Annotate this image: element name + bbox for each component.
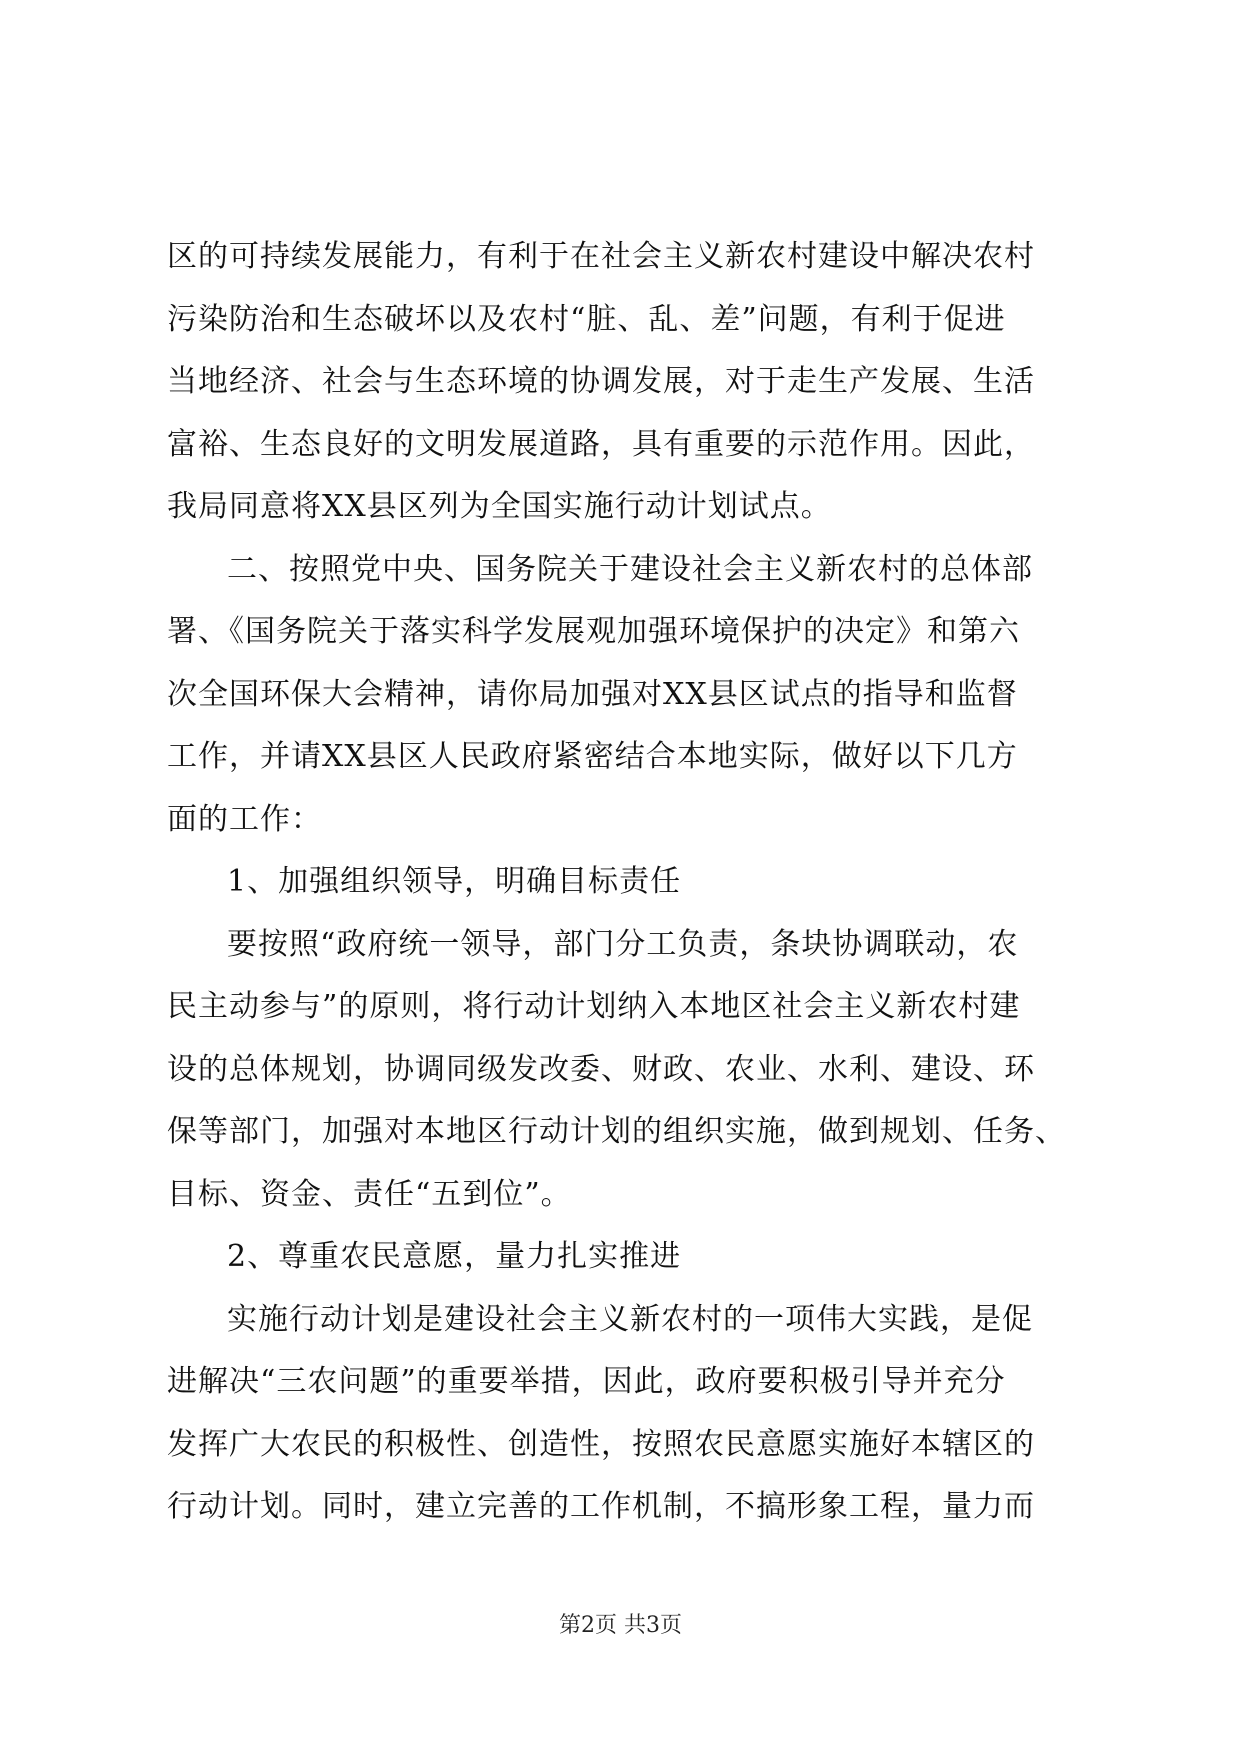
text-line: 署、《国务院关于落实科学发展观加强环境保护的决定》和第六 bbox=[167, 614, 1020, 649]
text-line: 1、加强组织领导，明确目标责任 bbox=[227, 864, 682, 899]
text-line: 当地经济、社会与生态环境的协调发展，对于走生产发展、生活 bbox=[167, 364, 1035, 399]
text-line: 要按照“政府统一领导，部门分工负责，条块协调联动，农 bbox=[227, 926, 1019, 962]
text-line: 二、按照党中央、国务院关于建设社会主义新农村的总体部 bbox=[227, 551, 1033, 587]
text-line: 发挥广大农民的积极性、创造性，按照农民意愿实施好本辖区的 bbox=[167, 1426, 1035, 1462]
text-line: 区的可持续发展能力，有利于在社会主义新农村建设中解决农村 bbox=[167, 239, 1035, 274]
text-line: 2、尊重农民意愿，量力扎实推进 bbox=[227, 1239, 682, 1274]
text-line: 目标、资金、责任“五到位”。 bbox=[167, 1176, 572, 1212]
text-line: 设的总体规划，协调同级发改委、财政、农业、水利、建设、环 bbox=[167, 1051, 1035, 1087]
text-line: 保等部门，加强对本地区行动计划的组织实施，做到规划、任务、 bbox=[167, 1114, 1066, 1149]
text-line: 实施行动计划是建设社会主义新农村的一项伟大实践，是促 bbox=[227, 1301, 1033, 1337]
page-footer: 第2页 共3页 bbox=[559, 1613, 682, 1638]
text-line: 面的工作： bbox=[167, 801, 322, 837]
text-line: 进解决“三农问题”的重要举措，因此，政府要积极引导并充分 bbox=[167, 1364, 1006, 1399]
text-line: 我局同意将XX县区列为全国实施行动计划试点。 bbox=[167, 489, 832, 524]
text-line: 富裕、生态良好的文明发展道路，具有重要的示范作用。因此， bbox=[167, 426, 1035, 462]
document-body bbox=[167, 226, 1079, 1539]
text-line: 污染防治和生态破坏以及农村“脏、乱、差”问题，有利于促进 bbox=[167, 301, 1006, 337]
text-line: 次全国环保大会精神，请你局加强对XX县区试点的指导和监督 bbox=[167, 676, 1018, 712]
text-line: 行动计划。同时，建立完善的工作机制，不搞形象工程，量力而 bbox=[167, 1489, 1035, 1524]
text-line: 民主动参与”的原则，将行动计划纳入本地区社会主义新农村建 bbox=[167, 989, 1021, 1024]
text-line: 工作，并请XX县区人民政府紧密结合本地实际，做好以下几方 bbox=[167, 739, 1018, 774]
